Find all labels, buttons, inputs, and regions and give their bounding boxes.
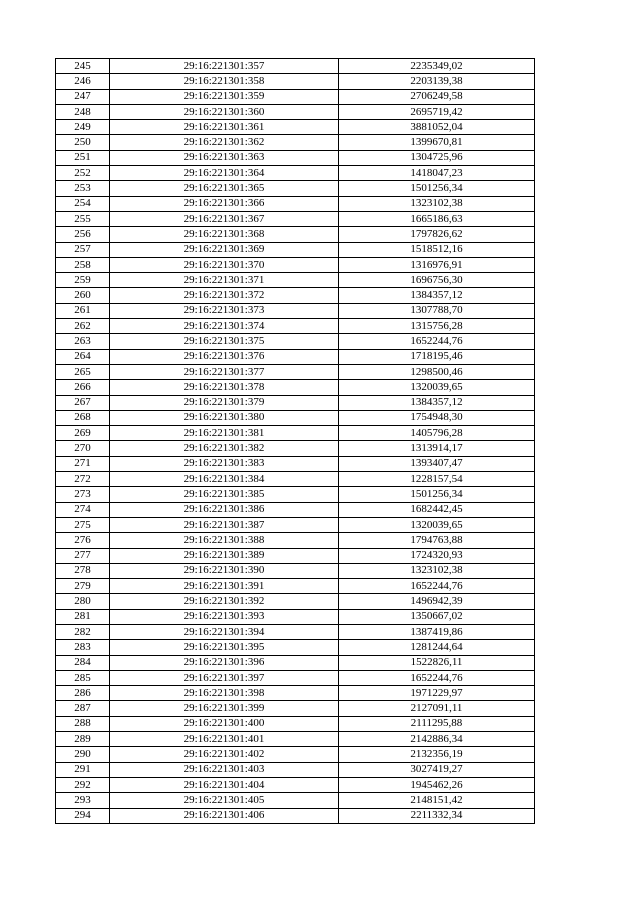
value-cell: 2132356,19 — [339, 747, 535, 762]
value-cell: 1518512,16 — [339, 242, 535, 257]
table-row — [56, 609, 535, 624]
table-row — [56, 59, 535, 74]
cadastral-number-cell: 29:16:221301:380 — [110, 410, 339, 425]
cadastral-number-cell: 29:16:221301:369 — [110, 242, 339, 257]
table-row — [56, 487, 535, 502]
row-number-cell: 290 — [56, 747, 110, 762]
table-row — [56, 686, 535, 701]
row-number-cell: 281 — [56, 609, 110, 624]
cadastral-number-cell: 29:16:221301:364 — [110, 166, 339, 181]
table-row — [56, 288, 535, 303]
cadastral-number-cell: 29:16:221301:391 — [110, 579, 339, 594]
cadastral-number-cell: 29:16:221301:388 — [110, 533, 339, 548]
value-cell: 1323102,38 — [339, 196, 535, 211]
table-row — [56, 793, 535, 808]
row-number-cell: 277 — [56, 548, 110, 563]
value-cell: 1652244,76 — [339, 670, 535, 685]
row-number-cell: 294 — [56, 808, 110, 823]
cadastral-number-cell: 29:16:221301:402 — [110, 747, 339, 762]
row-number-cell: 259 — [56, 273, 110, 288]
cadastral-number-cell: 29:16:221301:385 — [110, 487, 339, 502]
table-row — [56, 502, 535, 517]
value-cell: 1418047,23 — [339, 166, 535, 181]
value-cell: 1393407,47 — [339, 456, 535, 471]
table-row — [56, 166, 535, 181]
cadastral-number-cell: 29:16:221301:403 — [110, 762, 339, 777]
row-number-cell: 273 — [56, 487, 110, 502]
table-row — [56, 349, 535, 364]
cadastral-number-cell: 29:16:221301:375 — [110, 334, 339, 349]
value-cell: 1313914,17 — [339, 441, 535, 456]
row-number-cell: 267 — [56, 395, 110, 410]
row-number-cell: 280 — [56, 594, 110, 609]
row-number-cell: 249 — [56, 120, 110, 135]
row-number-cell: 289 — [56, 732, 110, 747]
cadastral-number-cell: 29:16:221301:382 — [110, 441, 339, 456]
cadastral-number-cell: 29:16:221301:404 — [110, 777, 339, 792]
value-cell: 2111295,88 — [339, 716, 535, 731]
value-cell: 1971229,97 — [339, 686, 535, 701]
table-row — [56, 334, 535, 349]
row-number-cell: 246 — [56, 74, 110, 89]
row-number-cell: 274 — [56, 502, 110, 517]
row-number-cell: 257 — [56, 242, 110, 257]
table-row — [56, 120, 535, 135]
table-row — [56, 517, 535, 532]
table-row — [56, 303, 535, 318]
value-cell: 2203139,38 — [339, 74, 535, 89]
row-number-cell: 263 — [56, 334, 110, 349]
cadastral-number-cell: 29:16:221301:357 — [110, 59, 339, 74]
table-row — [56, 808, 535, 823]
table-row — [56, 227, 535, 242]
row-number-cell: 261 — [56, 303, 110, 318]
value-cell: 1405796,28 — [339, 426, 535, 441]
table-row — [56, 640, 535, 655]
row-number-cell: 284 — [56, 655, 110, 670]
cadastral-number-cell: 29:16:221301:401 — [110, 732, 339, 747]
cadastral-number-cell: 29:16:221301:362 — [110, 135, 339, 150]
table-row — [56, 716, 535, 731]
row-number-cell: 292 — [56, 777, 110, 792]
cadastral-table — [55, 58, 535, 824]
value-cell: 2142886,34 — [339, 732, 535, 747]
value-cell: 3881052,04 — [339, 120, 535, 135]
table-row — [56, 441, 535, 456]
cadastral-number-cell: 29:16:221301:384 — [110, 472, 339, 487]
value-cell: 1724320,93 — [339, 548, 535, 563]
table-row — [56, 594, 535, 609]
table-row — [56, 410, 535, 425]
value-cell: 1315756,28 — [339, 319, 535, 334]
value-cell: 1522826,11 — [339, 655, 535, 670]
value-cell: 2148151,42 — [339, 793, 535, 808]
row-number-cell: 282 — [56, 624, 110, 639]
table-row — [56, 579, 535, 594]
row-number-cell: 285 — [56, 670, 110, 685]
row-number-cell: 270 — [56, 441, 110, 456]
cadastral-number-cell: 29:16:221301:371 — [110, 273, 339, 288]
table-row — [56, 104, 535, 119]
value-cell: 1350667,02 — [339, 609, 535, 624]
table-row — [56, 732, 535, 747]
row-number-cell: 251 — [56, 150, 110, 165]
value-cell: 2695719,42 — [339, 104, 535, 119]
cadastral-number-cell: 29:16:221301:396 — [110, 655, 339, 670]
row-number-cell: 250 — [56, 135, 110, 150]
table-row — [56, 181, 535, 196]
table-row — [56, 364, 535, 379]
row-number-cell: 253 — [56, 181, 110, 196]
cadastral-number-cell: 29:16:221301:379 — [110, 395, 339, 410]
row-number-cell: 255 — [56, 211, 110, 226]
table-row — [56, 472, 535, 487]
table-row — [56, 273, 535, 288]
cadastral-number-cell: 29:16:221301:400 — [110, 716, 339, 731]
cadastral-number-cell: 29:16:221301:372 — [110, 288, 339, 303]
row-number-cell: 252 — [56, 166, 110, 181]
row-number-cell: 254 — [56, 196, 110, 211]
row-number-cell: 266 — [56, 380, 110, 395]
cadastral-number-cell: 29:16:221301:358 — [110, 74, 339, 89]
row-number-cell: 279 — [56, 579, 110, 594]
value-cell: 2706249,58 — [339, 89, 535, 104]
row-number-cell: 269 — [56, 426, 110, 441]
table-row — [56, 211, 535, 226]
value-cell: 1718195,46 — [339, 349, 535, 364]
row-number-cell: 268 — [56, 410, 110, 425]
row-number-cell: 271 — [56, 456, 110, 471]
table-row — [56, 89, 535, 104]
cadastral-number-cell: 29:16:221301:395 — [110, 640, 339, 655]
cadastral-number-cell: 29:16:221301:386 — [110, 502, 339, 517]
table-row — [56, 319, 535, 334]
value-cell: 1320039,65 — [339, 517, 535, 532]
table-row — [56, 380, 535, 395]
table-row — [56, 747, 535, 762]
table-row — [56, 701, 535, 716]
table-row — [56, 655, 535, 670]
cadastral-number-cell: 29:16:221301:368 — [110, 227, 339, 242]
row-number-cell: 287 — [56, 701, 110, 716]
cadastral-number-cell: 29:16:221301:394 — [110, 624, 339, 639]
value-cell: 1307788,70 — [339, 303, 535, 318]
document-page — [55, 58, 535, 824]
cadastral-number-cell: 29:16:221301:359 — [110, 89, 339, 104]
cadastral-number-cell: 29:16:221301:361 — [110, 120, 339, 135]
cadastral-number-cell: 29:16:221301:376 — [110, 349, 339, 364]
cadastral-number-cell: 29:16:221301:390 — [110, 563, 339, 578]
row-number-cell: 286 — [56, 686, 110, 701]
value-cell: 1316976,91 — [339, 257, 535, 272]
row-number-cell: 265 — [56, 364, 110, 379]
cadastral-number-cell: 29:16:221301:387 — [110, 517, 339, 532]
table-row — [56, 426, 535, 441]
cadastral-number-cell: 29:16:221301:366 — [110, 196, 339, 211]
cadastral-number-cell: 29:16:221301:406 — [110, 808, 339, 823]
value-cell: 1298500,46 — [339, 364, 535, 379]
value-cell: 1794763,88 — [339, 533, 535, 548]
value-cell: 1320039,65 — [339, 380, 535, 395]
cadastral-number-cell: 29:16:221301:405 — [110, 793, 339, 808]
table-row — [56, 563, 535, 578]
row-number-cell: 264 — [56, 349, 110, 364]
value-cell: 1399670,81 — [339, 135, 535, 150]
value-cell: 1496942,39 — [339, 594, 535, 609]
value-cell: 3027419,27 — [339, 762, 535, 777]
value-cell: 1945462,26 — [339, 777, 535, 792]
value-cell: 1652244,76 — [339, 579, 535, 594]
row-number-cell: 260 — [56, 288, 110, 303]
table-row — [56, 242, 535, 257]
row-number-cell: 247 — [56, 89, 110, 104]
cadastral-number-cell: 29:16:221301:378 — [110, 380, 339, 395]
cadastral-number-cell: 29:16:221301:370 — [110, 257, 339, 272]
value-cell: 1387419,86 — [339, 624, 535, 639]
cadastral-number-cell: 29:16:221301:381 — [110, 426, 339, 441]
value-cell: 1384357,12 — [339, 395, 535, 410]
row-number-cell: 262 — [56, 319, 110, 334]
cadastral-number-cell: 29:16:221301:392 — [110, 594, 339, 609]
row-number-cell: 283 — [56, 640, 110, 655]
cadastral-number-cell: 29:16:221301:367 — [110, 211, 339, 226]
value-cell: 1281244,64 — [339, 640, 535, 655]
row-number-cell: 258 — [56, 257, 110, 272]
table-row — [56, 777, 535, 792]
table-row — [56, 548, 535, 563]
cadastral-number-cell: 29:16:221301:397 — [110, 670, 339, 685]
value-cell: 1682442,45 — [339, 502, 535, 517]
value-cell: 1754948,30 — [339, 410, 535, 425]
cadastral-number-cell: 29:16:221301:393 — [110, 609, 339, 624]
table-row — [56, 533, 535, 548]
row-number-cell: 248 — [56, 104, 110, 119]
row-number-cell: 288 — [56, 716, 110, 731]
cadastral-number-cell: 29:16:221301:399 — [110, 701, 339, 716]
cadastral-number-cell: 29:16:221301:360 — [110, 104, 339, 119]
value-cell: 1304725,96 — [339, 150, 535, 165]
cadastral-number-cell: 29:16:221301:373 — [110, 303, 339, 318]
cadastral-number-cell: 29:16:221301:398 — [110, 686, 339, 701]
value-cell: 2211332,34 — [339, 808, 535, 823]
row-number-cell: 293 — [56, 793, 110, 808]
row-number-cell: 278 — [56, 563, 110, 578]
table-row — [56, 395, 535, 410]
value-cell: 1501256,34 — [339, 181, 535, 196]
table-row — [56, 74, 535, 89]
table-row — [56, 196, 535, 211]
cadastral-number-cell: 29:16:221301:365 — [110, 181, 339, 196]
row-number-cell: 276 — [56, 533, 110, 548]
row-number-cell: 272 — [56, 472, 110, 487]
cadastral-number-cell: 29:16:221301:383 — [110, 456, 339, 471]
cadastral-number-cell: 29:16:221301:363 — [110, 150, 339, 165]
value-cell: 2235349,02 — [339, 59, 535, 74]
table-row — [56, 624, 535, 639]
table-row — [56, 150, 535, 165]
table-body — [56, 59, 535, 824]
value-cell: 1384357,12 — [339, 288, 535, 303]
value-cell: 1652244,76 — [339, 334, 535, 349]
cadastral-number-cell: 29:16:221301:377 — [110, 364, 339, 379]
row-number-cell: 291 — [56, 762, 110, 777]
table-row — [56, 135, 535, 150]
cadastral-number-cell: 29:16:221301:389 — [110, 548, 339, 563]
value-cell: 1665186,63 — [339, 211, 535, 226]
table-row — [56, 670, 535, 685]
table-row — [56, 762, 535, 777]
row-number-cell: 256 — [56, 227, 110, 242]
row-number-cell: 245 — [56, 59, 110, 74]
value-cell: 2127091,11 — [339, 701, 535, 716]
value-cell: 1501256,34 — [339, 487, 535, 502]
value-cell: 1696756,30 — [339, 273, 535, 288]
row-number-cell: 275 — [56, 517, 110, 532]
table-row — [56, 257, 535, 272]
table-row — [56, 456, 535, 471]
cadastral-number-cell: 29:16:221301:374 — [110, 319, 339, 334]
value-cell: 1797826,62 — [339, 227, 535, 242]
value-cell: 1228157,54 — [339, 472, 535, 487]
value-cell: 1323102,38 — [339, 563, 535, 578]
